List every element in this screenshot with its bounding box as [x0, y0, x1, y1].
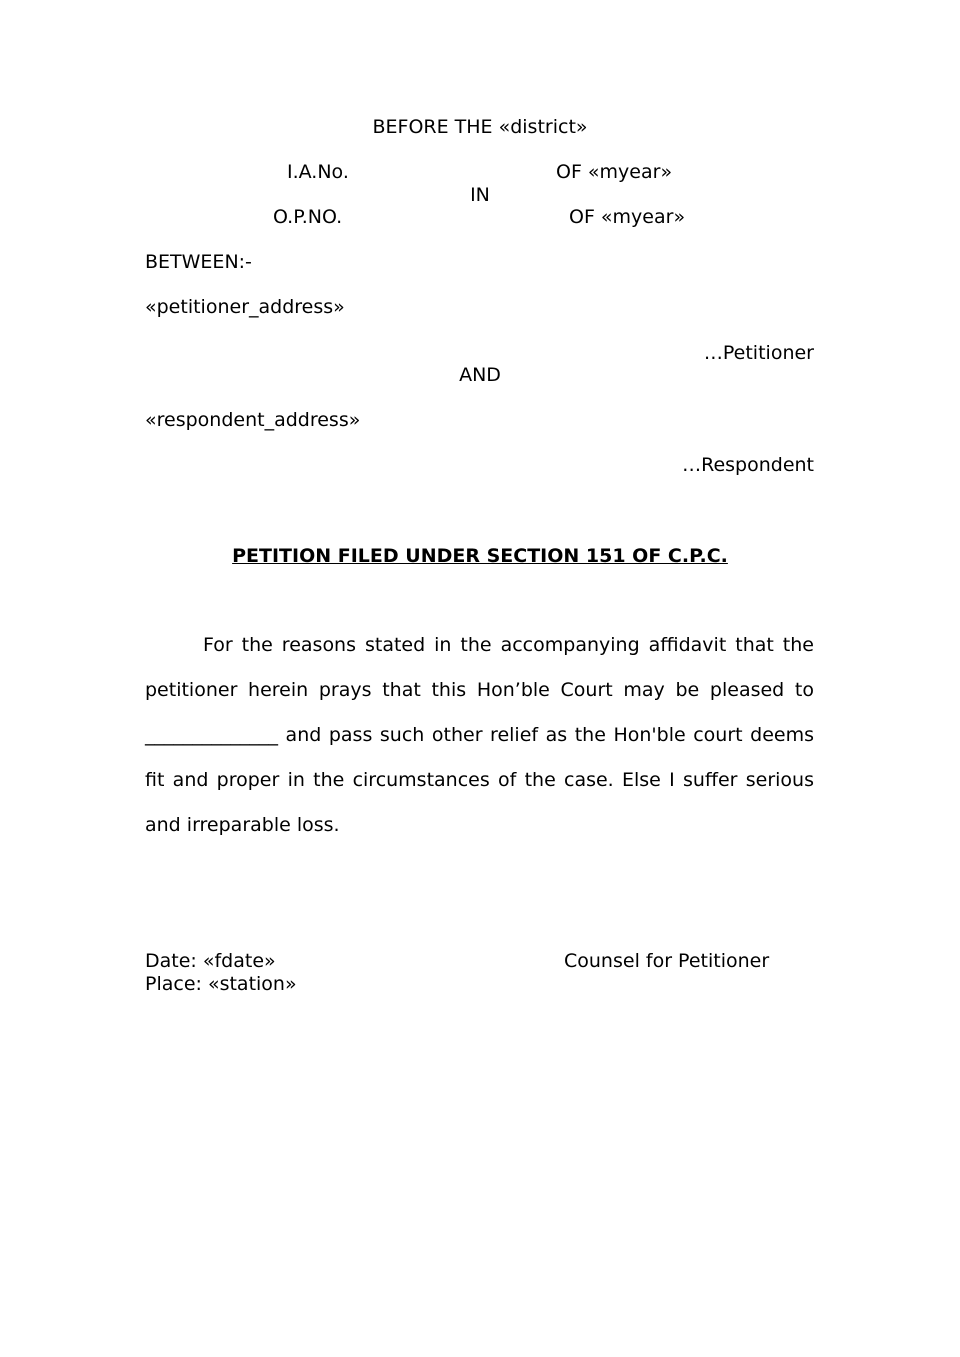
petition-title: PETITION FILED UNDER SECTION 151 OF C.P.C.	[232, 545, 728, 567]
ia-year: OF «myear»	[556, 161, 673, 183]
counsel-signature-line: Counsel for Petitioner	[564, 950, 770, 972]
op-year: OF «myear»	[569, 206, 686, 228]
petitioner-address: «petitioner_address»	[145, 296, 345, 318]
between-label: BETWEEN:-	[145, 251, 252, 273]
date-line: Date: «fdate»	[145, 950, 276, 972]
respondent-address: «respondent_address»	[145, 409, 361, 431]
place-line: Place: «station»	[145, 973, 297, 995]
and-label: AND	[459, 364, 501, 386]
op-number-label: O.P.NO.	[273, 206, 343, 228]
petitioner-label: …Petitioner	[703, 342, 814, 364]
ia-number-label: I.A.No.	[287, 161, 349, 183]
in-label: IN	[470, 184, 490, 206]
petition-body-paragraph: For the reasons stated in the accompanying affidavit that the petitioner herein prays that this Hon’ble Court may be pleased to ______________ and pass such other relief as the Hon'ble court deems fit and proper in the circumstances of the case. Else I suffer serious and irreparable loss.	[145, 634, 814, 836]
court-heading: BEFORE THE «district»	[372, 116, 588, 138]
respondent-label: …Respondent	[682, 454, 814, 476]
